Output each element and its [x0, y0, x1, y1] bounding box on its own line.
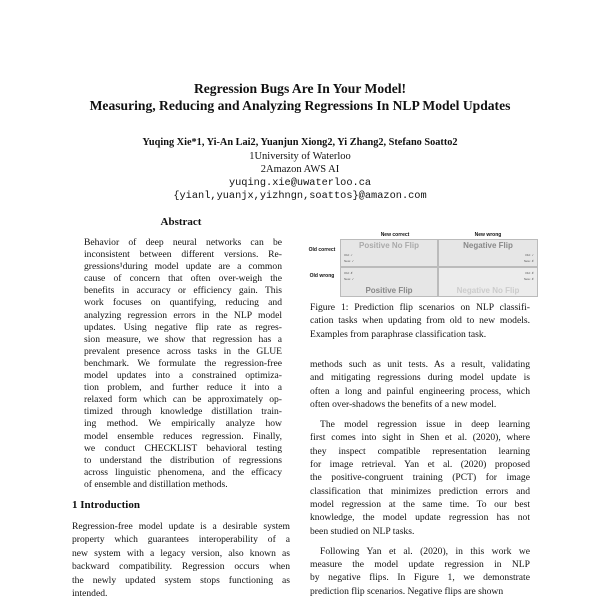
text-line: by negative flips. In Figure 1, we demonstrate	[310, 572, 530, 584]
text-line: for image retrieval. Yan et al. (2020) proposed	[310, 459, 530, 471]
text-line: classification that minimizes prediction errors and	[310, 485, 530, 497]
text-line: been studied on NLP tasks.	[310, 525, 415, 537]
figure-caption	[310, 301, 530, 341]
text-line: tion problem, and further reduce it into a	[84, 382, 282, 394]
text-line: work focuses on quantifying, reducing and	[84, 297, 282, 309]
text-line: prevalent presence across tasks in the GLUE	[84, 345, 282, 357]
text-line: across linguistic phenomena, and the efficacy	[84, 466, 282, 478]
text-line: benchmark. We formulate the regression-free	[84, 357, 282, 369]
cell-label: Negative No Flip	[456, 286, 520, 295]
text-line: analyzing regression errors in the NLP model	[84, 309, 282, 321]
cell-label: Positive Flip	[365, 286, 413, 295]
text-line: intended.	[72, 587, 108, 599]
text-line: Examples from paraphrase classification task.	[310, 328, 487, 340]
paper-title	[0, 80, 600, 114]
text-line: Behavior of deep neural networks can be	[84, 237, 282, 248]
right-column-body	[310, 358, 530, 598]
text-line: often a long and painful engineering process, which	[310, 385, 530, 397]
text-line: model regression at the same time. To our best	[310, 498, 530, 510]
text-line: Figure 1: Prediction flip scenarios on NLP classifi-	[310, 302, 530, 313]
intro-heading: 1 Introduction	[72, 499, 140, 511]
text-line: sion measure, we show that regression has a	[84, 333, 282, 345]
text-line: model ensemble reduces regression. Finally,	[84, 430, 282, 442]
text-line	[310, 538, 530, 545]
marker: New: ✓	[344, 277, 355, 281]
row-header: Old correct	[308, 247, 336, 253]
cell-negative-no-flip	[438, 267, 538, 297]
abstract-heading: Abstract	[160, 216, 202, 228]
email-1: yuqing.xie@uwaterloo.ca	[228, 177, 372, 189]
text-line: knowledge, the model update regression has not	[310, 512, 530, 524]
text-line: updates. Using negative flip rate as regres-	[84, 321, 282, 333]
text-line: Regression-free model update is a desirable system	[72, 521, 290, 532]
cell-positive-no-flip	[340, 239, 438, 267]
text-line: benefits in accuracy or efficiency gain. This	[84, 285, 282, 297]
text-line: new system with a legacy version, also known as	[72, 547, 290, 559]
col-header: New correct	[380, 232, 410, 238]
marker: Old: ✓	[344, 253, 353, 257]
cell-negative-flip	[438, 239, 538, 267]
text-line: prediction flip scenarios. Negative flips are shown	[310, 585, 504, 597]
email-2: {yianl,yuanjx,yizhngn,soattos}@amazon.com	[173, 190, 427, 202]
text-line	[310, 411, 530, 418]
text-line: backward compatibility. Regression occurs when	[72, 561, 290, 573]
affiliation-1: 1University of Waterloo	[249, 151, 351, 162]
marker: New: ✗	[523, 277, 534, 281]
affiliation-2: 2Amazon AWS AI	[260, 164, 340, 175]
text-line: cause of concern that often over-weigh the	[84, 273, 282, 285]
marker: New: ✓	[344, 259, 355, 263]
text-line: Following Yan et al. (2020), in this work we	[320, 545, 530, 557]
row-header: Old wrong	[309, 273, 335, 279]
text-line: methods such as unit tests. As a result, validating	[310, 359, 530, 370]
text-line: inconsistent between different versions. Re-	[84, 249, 282, 261]
text-line: the newly updated system stops functioning as	[72, 574, 290, 586]
marker: Old: ✗	[525, 271, 534, 275]
abstract-body	[84, 237, 282, 491]
text-line: ing method. We empirically analyze how	[84, 418, 282, 430]
text-line: they inspect compatible representation learning	[310, 445, 530, 457]
cell-label: Positive No Flip	[358, 241, 419, 250]
marker: Old: ✓	[525, 253, 534, 257]
text-line: gressions¹during model update are a common	[84, 261, 282, 273]
text-line: often over-shadows the benefits of a new model.	[310, 398, 497, 410]
marker: New: ✗	[523, 259, 534, 263]
text-line: property which guarantees interoperability of a	[72, 534, 290, 546]
authors: Yuqing Xie*1, Yi-An Lai2, Yuanjun Xiong2, Yi Zhang2, Stefano Soatto2	[142, 137, 458, 148]
text-line: we conduct CHECKLIST behavioral testing	[84, 442, 282, 454]
text-line: the positive-congruent training (PCT) for image	[310, 472, 530, 484]
col-header: New wrong	[474, 232, 502, 238]
title-line: Regression Bugs Are In Your Model!	[193, 81, 407, 96]
text-line: to understand the distribution of regressions	[84, 454, 282, 466]
text-line: relaxed form which can be approximately op-	[84, 394, 282, 406]
text-line: model updates into a constrained optimiza-	[84, 370, 282, 382]
text-line: first comes into sight in Shen et al. (2020), where	[310, 432, 530, 444]
marker: Old: ✗	[344, 271, 353, 275]
text-line: and mitigating regressions during model update is	[310, 372, 530, 384]
text-line: cation tasks when updating from old to new models.	[310, 315, 530, 327]
text-line: measure the model update regression in NLP	[310, 559, 530, 571]
text-line: timized through knowledge distillation train-	[84, 406, 282, 418]
title-line: Measuring, Reducing and Analyzing Regressions In NLP Model Updates	[89, 98, 511, 113]
cell-label: Negative Flip	[463, 241, 513, 250]
cell-positive-flip	[340, 267, 438, 297]
text-line: The model regression issue in deep learning	[320, 419, 530, 431]
figure-1	[308, 232, 538, 295]
intro-body	[72, 520, 290, 600]
text-line: of ensemble and distillation methods.	[84, 478, 228, 490]
